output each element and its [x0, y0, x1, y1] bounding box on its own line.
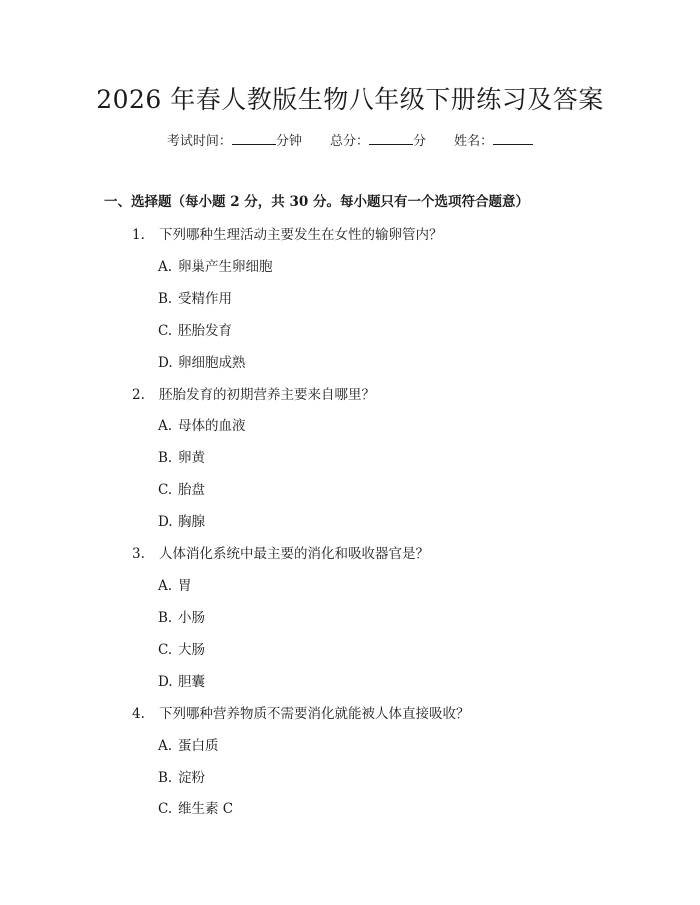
option-2c[interactable] — [158, 478, 205, 498]
option-letter: C. — [158, 482, 173, 498]
option-text: 大肠 — [178, 642, 205, 658]
option-text: 蛋白质 — [178, 738, 219, 754]
option-2b[interactable] — [158, 446, 205, 466]
option-4a[interactable] — [158, 734, 219, 754]
option-text: 胆囊 — [178, 674, 205, 690]
option-letter: B. — [158, 291, 173, 307]
option-1b[interactable] — [158, 287, 232, 307]
option-text: 卵巢产生卵细胞 — [178, 259, 273, 275]
option-1c[interactable] — [158, 319, 232, 339]
question-text: 下列哪种生理活动主要发生在女性的输卵管内？ — [159, 227, 443, 243]
option-3c[interactable] — [158, 638, 205, 658]
option-letter: A. — [158, 259, 173, 275]
time-blank[interactable] — [232, 132, 276, 145]
option-3a[interactable] — [158, 574, 192, 594]
option-1a[interactable] — [158, 255, 273, 275]
option-letter: C. — [158, 323, 173, 339]
question-2 — [132, 383, 375, 403]
option-3b[interactable] — [158, 606, 205, 626]
option-letter: A. — [158, 418, 173, 434]
option-text: 母体的血液 — [178, 418, 246, 434]
name-blank[interactable] — [493, 132, 533, 145]
option-letter: D. — [158, 514, 173, 530]
option-letter: A. — [158, 578, 173, 594]
time-field — [167, 134, 306, 149]
option-text: 淀粉 — [178, 770, 205, 786]
exam-meta — [0, 130, 700, 149]
question-1 — [132, 223, 443, 243]
page-title: 2026 年春人教版生物八年级下册练习及答案 — [96, 85, 604, 114]
option-text: 胚胎发育 — [178, 323, 232, 339]
option-text: 卵细胞成熟 — [178, 355, 246, 371]
score-blank[interactable] — [369, 132, 413, 145]
option-text: 受精作用 — [178, 291, 232, 307]
option-letter: B. — [158, 770, 173, 786]
question-number: 4. — [132, 706, 145, 722]
option-1d[interactable] — [158, 351, 246, 371]
time-unit: 分钟 — [275, 134, 302, 149]
option-letter: A. — [158, 738, 173, 754]
option-4c[interactable] — [158, 797, 233, 817]
option-4b[interactable] — [158, 766, 205, 786]
option-2a[interactable] — [158, 414, 246, 434]
option-3d[interactable] — [158, 670, 205, 690]
option-text: 胎盘 — [178, 482, 205, 498]
question-text: 胚胎发育的初期营养主要来自哪里？ — [159, 387, 375, 403]
question-text: 人体消化系统中最主要的消化和吸收器官是？ — [159, 546, 429, 562]
score-unit: 分 — [413, 134, 427, 149]
question-3 — [132, 542, 429, 562]
option-text: 卵黄 — [178, 450, 205, 466]
score-label: 总分： — [329, 134, 369, 149]
question-number: 2. — [132, 387, 145, 403]
option-text: 胃 — [178, 578, 192, 594]
question-4 — [132, 702, 470, 722]
option-text: 维生素 C — [178, 801, 234, 817]
option-2d[interactable] — [158, 510, 205, 530]
name-label: 姓名： — [454, 134, 494, 149]
name-field — [454, 134, 533, 149]
option-letter: C. — [158, 642, 173, 658]
time-label: 考试时间： — [166, 134, 232, 149]
question-number: 3. — [132, 546, 145, 562]
score-field — [330, 134, 430, 149]
question-number: 1. — [132, 227, 145, 243]
option-letter: D. — [158, 355, 173, 371]
section-heading: 一、选择题（每小题 2 分，共 30 分。每小题只有一个选项符合题意） — [104, 194, 529, 210]
option-letter: B. — [158, 610, 173, 626]
option-letter: B. — [158, 450, 173, 466]
option-text: 胸腺 — [178, 514, 205, 530]
option-letter: C. — [158, 801, 173, 817]
question-text: 下列哪种营养物质不需要消化就能被人体直接吸收？ — [159, 706, 470, 722]
option-text: 小肠 — [178, 610, 205, 626]
option-letter: D. — [158, 674, 173, 690]
